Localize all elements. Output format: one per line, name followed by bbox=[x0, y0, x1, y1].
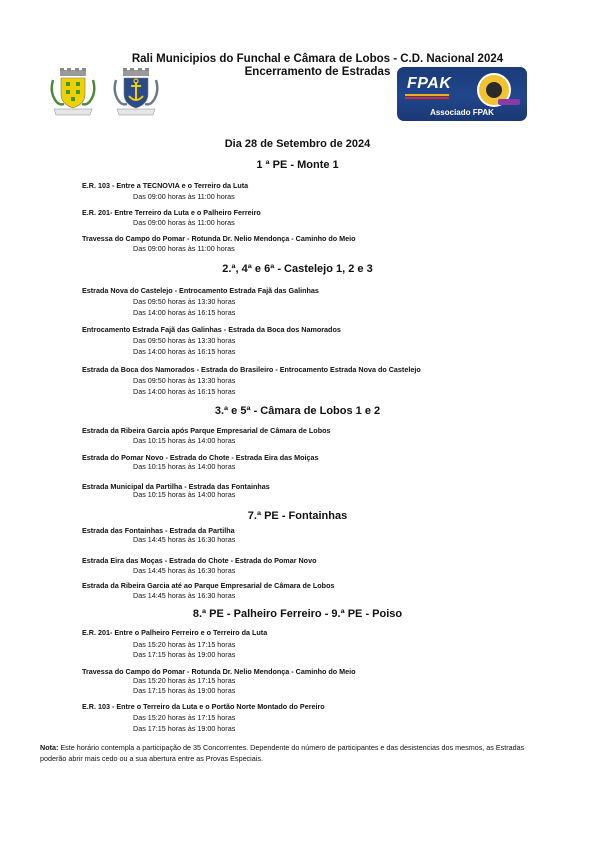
closure-time: Das 09:50 horas às 13:30 horas bbox=[133, 336, 236, 345]
closure-time: Das 09:00 horas às 11:00 horas bbox=[133, 244, 235, 253]
document-subtitle: Encerramento de Estradas bbox=[244, 66, 391, 78]
closure-time: Das 14:45 horas às 16:30 horas bbox=[133, 566, 236, 575]
road-name: Estrada da Ribeira Garcia até ao Parque Empresarial de Câmara de Lobos bbox=[82, 581, 335, 590]
closure-time: Das 17:15 horas às 19:00 horas bbox=[133, 650, 236, 659]
closure-time: Das 17:15 horas às 19:00 horas bbox=[133, 686, 236, 695]
road-name: Travessa do Campo do Pomar - Rotunda Dr. Nelio Mendonça - Caminho do Meio bbox=[82, 234, 356, 243]
closure-time: Das 14:00 horas às 16:15 horas bbox=[133, 347, 236, 356]
road-name: Estrada Eira das Moças - Estrada do Chote - Estrada do Pomar Novo bbox=[82, 556, 317, 565]
section-title: 1 ª PE - Monte 1 bbox=[256, 159, 339, 171]
closure-time: Das 09:50 horas às 13:30 horas bbox=[133, 297, 236, 306]
closure-time: Das 09:00 horas às 11:00 horas bbox=[133, 192, 235, 201]
document-title: Rali Municipios do Funchal e Câmara de Lobos - C.D. Nacional 2024 bbox=[131, 53, 504, 65]
road-name: Estrada Municipal da Partilha - Estrada das Fontainhas bbox=[82, 482, 270, 491]
footnote bbox=[40, 743, 540, 764]
road-name: E.R. 103 - Entre a TECNOVIA e o Terreiro da Luta bbox=[82, 181, 249, 190]
road-name: Estrada do Pomar Novo - Estrada do Chote - Estrada Eira das Moiças bbox=[82, 453, 319, 462]
road-name: E.R. 201- Entre Terreiro da Luta e o Palheiro Ferreiro bbox=[82, 208, 261, 217]
road-name: Travessa do Campo do Pomar - Rotunda Dr. Nelio Mendonça - Caminho do Meio bbox=[82, 667, 356, 676]
closure-time: Das 14:00 horas às 16:15 horas bbox=[133, 387, 236, 396]
closure-time: Das 15:20 horas às 17:15 horas bbox=[133, 640, 236, 649]
footnote-text: Este horário contempla a participação de 35 Concorrentes. Dependente do número de participantes e das desistencias dos mesmos, as Estradas poderão abrir mais cedo ou a sua abertura entre as Provas Especiais. bbox=[40, 743, 525, 763]
closure-time: Das 09:50 horas às 13:30 horas bbox=[133, 376, 236, 385]
road-name: E.R. 201- Entre o Palheiro Ferreiro e o Terreiro da Luta bbox=[82, 628, 268, 637]
closure-time: Das 09:00 horas às 11:00 horas bbox=[133, 218, 235, 227]
closure-time: Das 10:15 horas às 14:00 horas bbox=[133, 462, 236, 471]
road-name: Estrada Nova do Castelejo - Entrocamento Estrada Fajã das Galinhas bbox=[82, 286, 319, 295]
club-emblem-center bbox=[486, 82, 502, 98]
closure-time: Das 17:15 horas às 19:00 horas bbox=[133, 724, 236, 733]
closure-time: Das 14:45 horas às 16:30 horas bbox=[133, 591, 236, 600]
closure-time: Das 10:15 horas às 14:00 horas bbox=[133, 436, 236, 445]
road-name: Estrada das Fontainhas - Estrada da Partilha bbox=[82, 526, 235, 535]
section-title: 8.ª PE - Palheiro Ferreiro - 9.ª PE - Poiso bbox=[192, 608, 403, 620]
closure-time: Das 15:20 horas às 17:15 horas bbox=[133, 713, 236, 722]
fpak-caption: Associado FPAK bbox=[430, 108, 494, 117]
section-title: 3.ª e 5ª - Câmara de Lobos 1 e 2 bbox=[214, 405, 381, 417]
camara-de-lobos-crest-logo bbox=[113, 68, 159, 118]
fpak-stripe-red bbox=[405, 97, 449, 99]
footnote-label: Nota: bbox=[40, 743, 59, 752]
fpak-stripe-yellow bbox=[405, 94, 449, 96]
road-name: Estrada da Ribeira Garcia após Parque Empresarial de Câmara de Lobos bbox=[82, 426, 331, 435]
fpak-associate-badge bbox=[397, 67, 527, 121]
fpak-logo: FPAK bbox=[407, 75, 452, 92]
funchal-crest-logo bbox=[50, 68, 96, 118]
road-name: E.R. 103 - Entre o Terreiro da Luta e o Portão Norte Montado do Pereiro bbox=[82, 702, 325, 711]
closure-time: Das 10:15 horas às 14:00 horas bbox=[133, 490, 236, 499]
closure-time: Das 14:45 horas às 16:30 horas bbox=[133, 535, 236, 544]
event-date: Dia 28 de Setembro de 2024 bbox=[224, 138, 371, 150]
closure-time: Das 14:00 horas às 16:15 horas bbox=[133, 308, 236, 317]
road-name: Entrocamento Estrada Fajã das Galinhas - Estrada da Boca dos Namorados bbox=[82, 325, 341, 334]
section-title: 2.ª, 4ª e 6ª - Castelejo 1, 2 e 3 bbox=[222, 263, 373, 275]
closure-time: Das 15:20 horas às 17:15 horas bbox=[133, 676, 236, 685]
road-name: Estrada da Boca dos Namorados - Estrada do Brasileiro - Entrocamento Estrada Nova do Castelejo bbox=[82, 365, 421, 374]
club-emblem-ribbon bbox=[498, 99, 520, 105]
section-title: 7.ª PE - Fontainhas bbox=[247, 510, 348, 522]
